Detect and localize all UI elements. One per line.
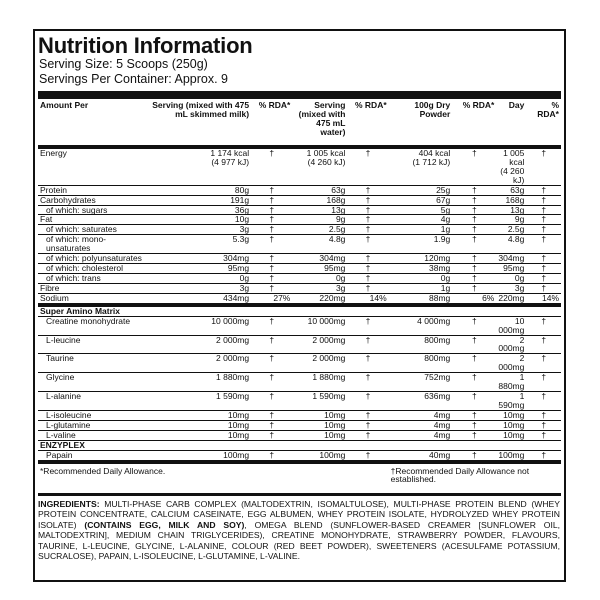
value-water: 10 000mg — [292, 316, 347, 335]
row-label: Creatine monohydrate — [38, 316, 146, 335]
value-dry: 1g — [389, 283, 453, 293]
section-title-amino: Super Amino Matrix — [38, 307, 561, 316]
value-water: 10mg — [292, 410, 347, 420]
row-label: of which: trans — [38, 273, 146, 283]
rda-water: † — [347, 205, 388, 215]
table-row — [38, 225, 561, 235]
col-header-dry: 100g Dry Powder — [414, 100, 451, 119]
rda-day: † — [526, 392, 561, 411]
row-label: Carbohydrates — [38, 195, 146, 205]
value-day: 1 005 kcal (4 260 kJ) — [496, 149, 526, 185]
rda-day: † — [526, 373, 561, 392]
value-day: 63g — [496, 185, 526, 195]
row-label: of which: cholesterol — [38, 264, 146, 274]
rda-water: † — [347, 225, 388, 235]
col-header-day: Day — [508, 100, 525, 110]
rda-water: † — [347, 373, 388, 392]
col-header-rda-3: % RDA* — [462, 100, 495, 110]
rda-dry: † — [452, 283, 496, 293]
rda-water: † — [347, 149, 388, 185]
rda-day: † — [526, 273, 561, 283]
value-water: 4.8g — [292, 235, 347, 254]
row-label: Energy — [38, 149, 146, 185]
table-row — [38, 254, 561, 264]
rda-dry: † — [452, 235, 496, 254]
value-milk: 10mg — [146, 420, 251, 430]
rda-water: † — [347, 283, 388, 293]
rda-milk: † — [251, 149, 292, 185]
value-milk: 100mg — [146, 450, 251, 460]
rda-milk: † — [251, 235, 292, 254]
rda-day: † — [526, 205, 561, 215]
col-header-rda-2: % RDA* — [355, 100, 387, 110]
rda-water: † — [347, 335, 388, 354]
rda-water: † — [347, 410, 388, 420]
value-water: 9g — [292, 215, 347, 225]
value-dry: 4g — [389, 215, 453, 225]
rda-dry: † — [452, 410, 496, 420]
value-milk: 10mg — [146, 410, 251, 420]
rda-dry: † — [452, 254, 496, 264]
value-dry: 40mg — [389, 450, 453, 460]
table-row — [38, 149, 561, 185]
rda-water: † — [347, 215, 388, 225]
rda-milk: † — [251, 420, 292, 430]
value-day: 0g — [496, 273, 526, 283]
table-row — [38, 354, 561, 373]
rda-milk: 27% — [251, 293, 292, 303]
value-dry: 120mg — [389, 254, 453, 264]
rda-milk: † — [251, 205, 292, 215]
value-water: 10mg — [292, 430, 347, 440]
rda-dry: † — [452, 205, 496, 215]
rda-dry: † — [452, 420, 496, 430]
row-label: L-glutamine — [38, 420, 146, 430]
ingredients-rule — [38, 493, 561, 496]
table-row — [38, 264, 561, 274]
rda-dry: † — [452, 185, 496, 195]
rda-milk: † — [251, 373, 292, 392]
value-milk: 95mg — [146, 264, 251, 274]
rda-day: † — [526, 316, 561, 335]
rda-dry: † — [452, 392, 496, 411]
row-label: of which: sugars — [38, 205, 146, 215]
table-row — [38, 335, 561, 354]
value-day: 4.8g — [496, 235, 526, 254]
rda-water: † — [347, 273, 388, 283]
value-milk: 2 000mg — [146, 335, 251, 354]
value-water: 63g — [292, 185, 347, 195]
serving-size: Serving Size: 5 Scoops (250g) — [39, 57, 208, 71]
value-dry: 0g — [389, 273, 453, 283]
value-water: 3g — [292, 283, 347, 293]
value-dry: 4mg — [389, 430, 453, 440]
value-day: 10mg — [496, 420, 526, 430]
value-day: 100mg — [498, 449, 525, 460]
value-dry: 67g — [389, 195, 453, 205]
value-day: 2.5g — [496, 225, 526, 235]
table-row — [38, 205, 561, 215]
value-milk: 304mg — [146, 254, 251, 264]
value-day: 9g — [496, 215, 526, 225]
rda-water: † — [347, 264, 388, 274]
value-day: 304mg — [498, 253, 525, 264]
rda-milk: † — [251, 392, 292, 411]
value-milk: 3g — [146, 283, 251, 293]
value-day: 10 000mg — [498, 315, 525, 335]
value-milk: 434mg — [146, 293, 251, 303]
table-header-row — [38, 101, 561, 145]
rda-dry: † — [452, 273, 496, 283]
rda-milk: † — [251, 410, 292, 420]
value-milk: 10mg — [146, 430, 251, 440]
value-water: 1 590mg — [292, 392, 347, 411]
value-day: 2 000mg — [498, 353, 525, 373]
row-label: L-leucine — [38, 335, 146, 354]
row-label: of which: saturates — [38, 225, 146, 235]
value-dry: 800mg — [389, 354, 453, 373]
rda-day: † — [526, 354, 561, 373]
rda-milk: † — [251, 254, 292, 264]
value-water: 2.5g — [292, 225, 347, 235]
ingredients-label: INGREDIENTS: — [38, 499, 100, 509]
value-dry: 4mg — [389, 410, 453, 420]
col-header-water: Serving (mixed with 475 mL water) — [298, 100, 346, 137]
rda-water: † — [347, 420, 388, 430]
rda-day: † — [526, 430, 561, 440]
row-label: Fibre — [38, 283, 146, 293]
rda-day: † — [526, 450, 561, 460]
value-dry: 404 kcal (1 712 kJ) — [389, 149, 453, 185]
rda-dry: 6% — [452, 293, 496, 303]
rda-water: 14% — [347, 293, 388, 303]
amount-per-header: Amount Per — [40, 100, 89, 110]
value-dry: 752mg — [389, 373, 453, 392]
rda-milk: † — [251, 335, 292, 354]
nutrition-table — [38, 101, 561, 484]
value-water: 13g — [292, 205, 347, 215]
value-day: 220mg — [498, 292, 525, 303]
value-water: 304mg — [292, 254, 347, 264]
value-water: 168g — [292, 195, 347, 205]
value-day: 10mg — [496, 430, 526, 440]
value-dry: 1g — [389, 225, 453, 235]
value-water: 2 000mg — [292, 335, 347, 354]
rda-dry: † — [452, 335, 496, 354]
table-row — [38, 185, 561, 195]
value-dry: 1.9g — [389, 235, 453, 254]
value-water: 1 005 kcal (4 260 kJ) — [292, 149, 347, 185]
rda-milk: † — [251, 225, 292, 235]
rda-water: † — [347, 235, 388, 254]
rda-water: † — [347, 450, 388, 460]
rda-day: † — [526, 225, 561, 235]
row-label: Glycine — [38, 373, 146, 392]
rda-day: † — [526, 149, 561, 185]
rda-dry: † — [452, 149, 496, 185]
value-dry: 4mg — [389, 420, 453, 430]
value-dry: 4 000mg — [389, 316, 453, 335]
rda-dry: † — [452, 450, 496, 460]
rda-day: † — [526, 410, 561, 420]
rda-water: † — [347, 392, 388, 411]
row-label: of which: mono-unsaturates — [38, 235, 146, 254]
rda-dry: † — [452, 215, 496, 225]
value-water: 1 880mg — [292, 373, 347, 392]
rda-day: 14% — [526, 293, 561, 303]
rda-day: † — [526, 420, 561, 430]
value-water: 100mg — [292, 450, 347, 460]
value-dry: 636mg — [389, 392, 453, 411]
row-label: L-valine — [38, 430, 146, 440]
rda-day: † — [526, 335, 561, 354]
value-milk: 1 880mg — [146, 373, 251, 392]
allergen-note: (CONTAINS EGG, MILK AND SOY) — [84, 519, 245, 530]
rda-milk: † — [251, 283, 292, 293]
rda-dry: † — [452, 316, 496, 335]
table-row — [38, 392, 561, 411]
rda-water: † — [347, 354, 388, 373]
table-row — [38, 450, 561, 460]
table-row — [38, 215, 561, 225]
value-milk: 10 000mg — [146, 316, 251, 335]
rda-water: † — [347, 316, 388, 335]
row-label: Protein — [38, 185, 146, 195]
value-milk: 5.3g — [146, 235, 251, 254]
rda-milk: † — [251, 354, 292, 373]
table-row — [38, 273, 561, 283]
value-day: 13g — [496, 205, 526, 215]
table-row — [38, 293, 561, 303]
value-water: 10mg — [292, 420, 347, 430]
table-row — [38, 420, 561, 430]
rda-dry: † — [452, 354, 496, 373]
col-header-rda-1: % RDA* — [258, 100, 291, 110]
rda-day: † — [526, 215, 561, 225]
value-day: 1 590mg — [498, 391, 525, 410]
rda-milk: † — [251, 273, 292, 283]
rda-dry: † — [452, 225, 496, 235]
value-day: 2 000mg — [498, 334, 525, 354]
rda-milk: † — [251, 264, 292, 274]
rda-milk: † — [251, 215, 292, 225]
table-row — [38, 316, 561, 335]
value-day: 10mg — [496, 410, 526, 420]
row-label: Sodium — [38, 293, 146, 303]
table-row — [38, 373, 561, 392]
rda-day: † — [526, 254, 561, 264]
rda-day: † — [526, 185, 561, 195]
row-label: Papain — [38, 450, 146, 460]
ingredients-text: INGREDIENTS: MULTI-PHASE CARB COMPLEX (MALTODEXTRIN, ISOMALTULOSE), MULTI-PHASE PROTEIN BLEND (WHEY PROTEIN CONCENTRATE, CALCIUM CASEINATE, EGG ALBUMEN, WHEY PROTEIN ISOLATE, HYDROLYZED WHEY PROTEIN ISOLATE) (CONTAINS EGG, MILK AND SOY), OMEGA BLEND (SUNFLOWER-BASED CREAMER [SUNFLOWER OIL, MALTODEXTRIN], MEDIUM CHAIN TRIGLYCERIDES), CREATINE MONOHYDRATE, STRAWBERRY POWDER, FLAVOURS, TAURINE, L-LEUCINE, GLYCINE, L-ALANINE, COLOUR (RED BEET POWDER), SWEETENERS (ACESULFAME POTASSIUM, SUCRALOSE), PAPAIN, L-ISOLEUCINE, L-GLUTAMINE, L-VALINE. — [38, 499, 560, 562]
footnote-dagger: †Recommended Daily Allowance not established. — [390, 465, 530, 485]
value-milk: 80g — [146, 185, 251, 195]
value-milk: 2 000mg — [146, 354, 251, 373]
rda-milk: † — [251, 185, 292, 195]
col-header-milk: Serving (mixed with 475 mL skimmed milk) — [152, 100, 250, 119]
rda-water: † — [347, 185, 388, 195]
table-row — [38, 195, 561, 205]
row-label: L-isoleucine — [38, 410, 146, 420]
value-dry: 88mg — [389, 293, 453, 303]
section-title-enzyplex: ENZYPLEX — [38, 440, 561, 450]
rda-dry: † — [452, 373, 496, 392]
header-rule — [38, 91, 561, 99]
row-label: of which: polyunsaturates — [38, 254, 146, 264]
rda-dry: † — [452, 430, 496, 440]
value-water: 0g — [292, 273, 347, 283]
value-water: 2 000mg — [292, 354, 347, 373]
table-row — [38, 283, 561, 293]
row-label: L-alanine — [38, 392, 146, 411]
value-milk: 0g — [146, 273, 251, 283]
rda-water: † — [347, 254, 388, 264]
page-title: Nutrition Information — [38, 33, 253, 58]
col-header-rda-4: % RDA* — [537, 100, 559, 119]
value-milk: 10g — [146, 215, 251, 225]
rda-day: † — [526, 264, 561, 274]
value-day: 168g — [496, 195, 526, 205]
rda-milk: † — [251, 316, 292, 335]
rda-day: † — [526, 195, 561, 205]
value-dry: 38mg — [389, 264, 453, 274]
rda-milk: † — [251, 450, 292, 460]
value-dry: 800mg — [389, 335, 453, 354]
value-milk: 3g — [146, 225, 251, 235]
rda-water: † — [347, 195, 388, 205]
servings-per-container: Servings Per Container: Approx. 9 — [39, 72, 228, 86]
value-day: 95mg — [496, 264, 526, 274]
rda-milk: † — [251, 195, 292, 205]
rda-dry: † — [452, 264, 496, 274]
value-day: 1 880mg — [498, 372, 525, 392]
rda-dry: † — [452, 195, 496, 205]
value-dry: 5g — [389, 205, 453, 215]
value-milk: 1 174 kcal (4 977 kJ) — [146, 149, 251, 185]
value-dry: 25g — [389, 185, 453, 195]
row-label: Taurine — [38, 354, 146, 373]
row-label: Fat — [38, 215, 146, 225]
value-water: 95mg — [292, 264, 347, 274]
value-milk: 36g — [146, 205, 251, 215]
value-day: 3g — [496, 283, 526, 293]
value-milk: 1 590mg — [146, 392, 251, 411]
rda-water: † — [347, 430, 388, 440]
table-row — [38, 410, 561, 420]
rda-day: † — [526, 235, 561, 254]
value-water: 220mg — [292, 293, 347, 303]
footnote-rda: *Recommended Daily Allowance. — [40, 465, 166, 476]
rda-day: † — [526, 283, 561, 293]
table-row — [38, 430, 561, 440]
value-milk: 191g — [146, 195, 251, 205]
table-row — [38, 235, 561, 254]
rda-milk: † — [251, 430, 292, 440]
